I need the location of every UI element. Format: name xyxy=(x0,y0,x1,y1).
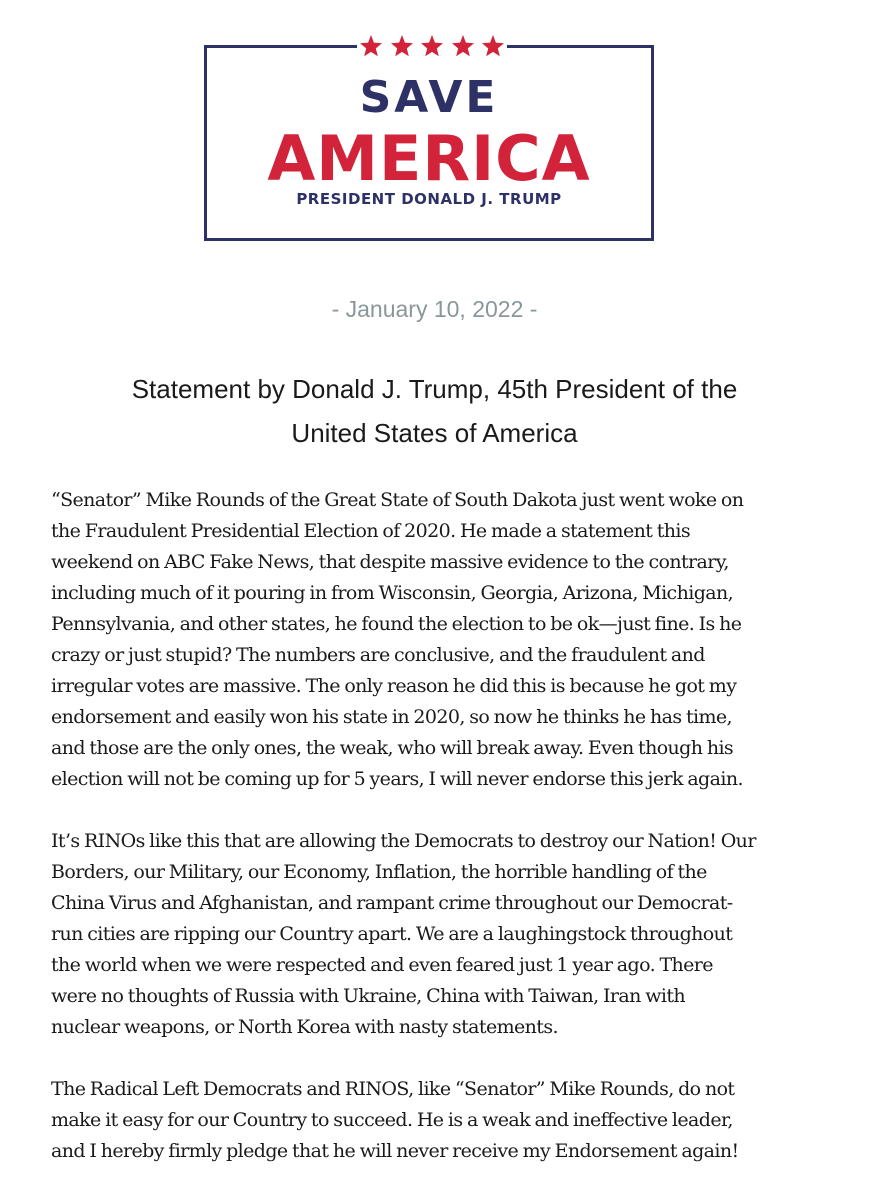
paragraph-line: the world when we were respected and even feared just 1 year ago. There xyxy=(51,954,713,976)
paragraph-line: Borders, our Military, our Economy, Inflation, the horrible handling of the xyxy=(51,861,707,883)
logo-stars xyxy=(357,28,507,64)
paragraph-line: endorsement and easily won his state in 2020, so now he thinks he has time, xyxy=(51,706,732,728)
star-icon xyxy=(390,34,414,58)
star-icon xyxy=(451,34,475,58)
paragraph-line: irregular votes are massive. The only reason he did this is because he got my xyxy=(51,675,737,697)
statement-paragraph xyxy=(51,826,803,1043)
paragraph-line: weekend on ABC Fake News, that despite massive evidence to the contrary, xyxy=(51,551,729,573)
logo-save-text: SAVE xyxy=(359,72,499,123)
statement-date: - January 10, 2022 - xyxy=(331,296,538,322)
star-icon xyxy=(359,34,383,58)
paragraph-line: The Radical Left Democrats and RINOS, like “Senator” Mike Rounds, do not xyxy=(51,1078,735,1100)
star-icon xyxy=(420,34,444,58)
paragraph-line: nuclear weapons, or North Korea with nasty statements. xyxy=(51,1016,558,1038)
logo-america-text: AMERICA xyxy=(267,122,591,195)
paragraph-line: “Senator” Mike Rounds of the Great State of South Dakota just went woke on xyxy=(51,489,744,511)
logo-subtitle: PRESIDENT DONALD J. TRUMP xyxy=(296,190,562,208)
title-line: Statement by Donald J. Trump, 45th President of the xyxy=(131,374,738,404)
paragraph-line: election will not be coming up for 5 years, I will never endorse this jerk again. xyxy=(51,768,743,790)
paragraph-line: were no thoughts of Russia with Ukraine, China with Taiwan, Iran with xyxy=(51,985,686,1007)
paragraph-line: It’s RINOs like this that are allowing the Democrats to destroy our Nation! Our xyxy=(51,830,756,852)
paragraph-line: Pennsylvania, and other states, he found the election to be ok—just fine. Is he xyxy=(51,613,742,635)
paragraph-line: run cities are ripping our Country apart. We are a laughingstock throughout xyxy=(51,923,733,945)
statement-paragraph xyxy=(51,485,803,795)
paragraph-line: make it easy for our Country to succeed. He is a weak and ineffective leader, xyxy=(51,1109,733,1131)
paragraph-line: and I hereby firmly pledge that he will never receive my Endorsement again! xyxy=(51,1140,739,1162)
statement-body xyxy=(51,485,803,1198)
paragraph-line: including much of it pouring in from Wisconsin, Georgia, Arizona, Michigan, xyxy=(51,582,734,604)
statement-title xyxy=(60,367,809,455)
statement-paragraph xyxy=(51,1074,803,1167)
paragraph-line: the Fraudulent Presidential Election of 2020. He made a statement this xyxy=(51,520,691,542)
star-icon xyxy=(481,34,505,58)
save-america-logo xyxy=(204,45,654,241)
paragraph-line: China Virus and Afghanistan, and rampant crime throughout our Democrat- xyxy=(51,892,733,914)
paragraph-line: and those are the only ones, the weak, who will break away. Even though his xyxy=(51,737,734,759)
paragraph-line: crazy or just stupid? The numbers are conclusive, and the fraudulent and xyxy=(51,644,705,666)
title-line: United States of America xyxy=(291,418,578,448)
